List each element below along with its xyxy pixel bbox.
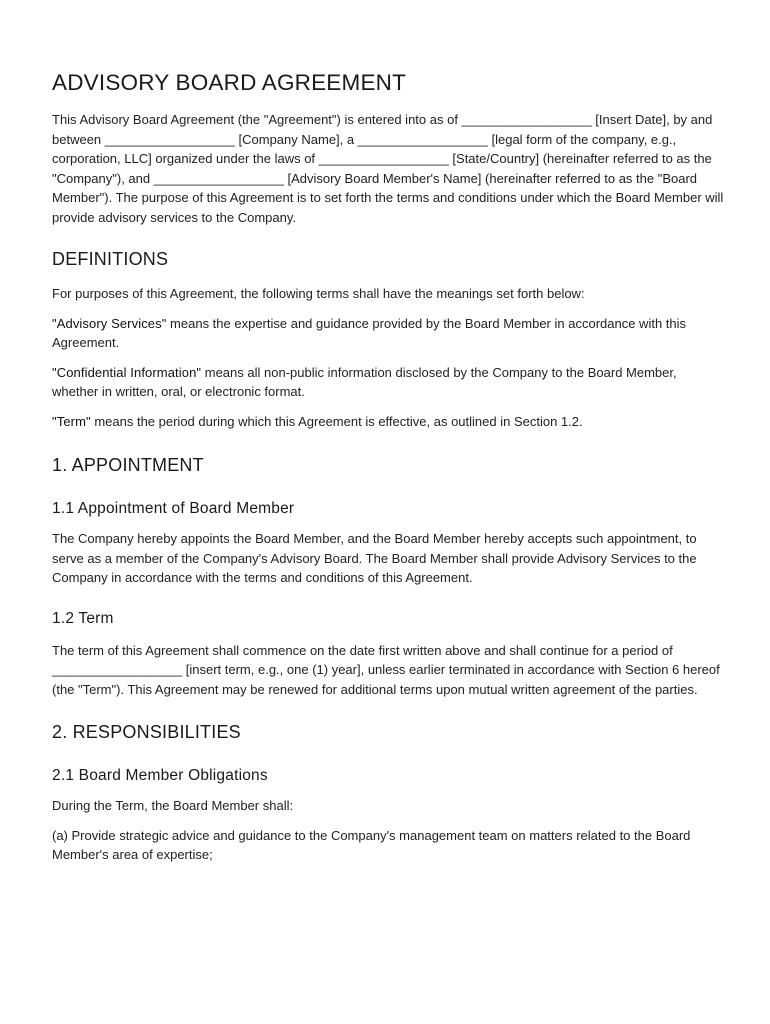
section-2-1-intro: During the Term, the Board Member shall:: [52, 798, 294, 813]
definition-text: means all non-public information disclosed by the Company to the Board Member, whether in written, oral, or electronic format.: [52, 364, 677, 399]
section-1-heading: 1. APPOINTMENT: [52, 455, 204, 475]
definition-term: "Advisory Services": [52, 315, 167, 331]
definition-item: [52, 363, 724, 402]
document-page: [52, 70, 724, 865]
intro-paragraph: This Advisory Board Agreement (the "Agreement") is entered into as of __________________ [Insert Date], by and between __________________ [Company Name], a __________________ [legal form of the company, e.g., corporation, LLC] organized under the laws of __________________ [State/Country] (hereinafter referred to as the "Company"), and __________________ [Advisory Board Member's Name] (hereinafter referred to as the "Board Member"). The purpose of this Agreement is to set forth the terms and conditions under which the Board Member will provide advisory services to the Company.: [52, 112, 724, 225]
definition-item: [52, 412, 724, 432]
definition-text: means the expertise and guidance provided by the Board Member in accordance with this Agreement.: [52, 315, 687, 350]
definitions-intro: For purposes of this Agreement, the following terms shall have the meanings set forth below:: [52, 286, 585, 301]
definition-term: "Term": [52, 413, 91, 429]
section-1-1-text: The Company hereby appoints the Board Member, and the Board Member hereby accepts such appointment, to serve as a member of the Company's Advisory Board. The Board Member shall provide Advisory Services to the Company in accordance with the terms and conditions of this Agreement.: [52, 531, 697, 585]
definition-term: "Confidential Information": [52, 364, 202, 380]
definition-text: means the period during which this Agreement is effective, as outlined in Section 1.2.: [90, 413, 583, 429]
definitions-heading: DEFINITIONS: [52, 249, 169, 269]
section-2-heading: 2. RESPONSIBILITIES: [52, 722, 241, 742]
section-2-1-heading: 2.1 Board Member Obligations: [52, 767, 268, 784]
section-1-1-heading: 1.1 Appointment of Board Member: [52, 500, 295, 517]
definition-item: [52, 314, 724, 353]
section-1-2-text: The term of this Agreement shall commence on the date first written above and shall continue for a period of __________________ [insert term, e.g., one (1) year], unless earlier terminated in accordance with Section 6 hereof (the "Term"). This Agreement may be renewed for additional terms upon mutual written agreement of the parties.: [52, 642, 720, 697]
section-1-2-heading: 1.2 Term: [52, 609, 114, 627]
document-title: ADVISORY BOARD AGREEMENT: [52, 70, 407, 95]
section-2-1-item-a: (a) Provide strategic advice and guidance to the Company's management team on matters related to the Board Member's area of expertise;: [52, 827, 691, 862]
